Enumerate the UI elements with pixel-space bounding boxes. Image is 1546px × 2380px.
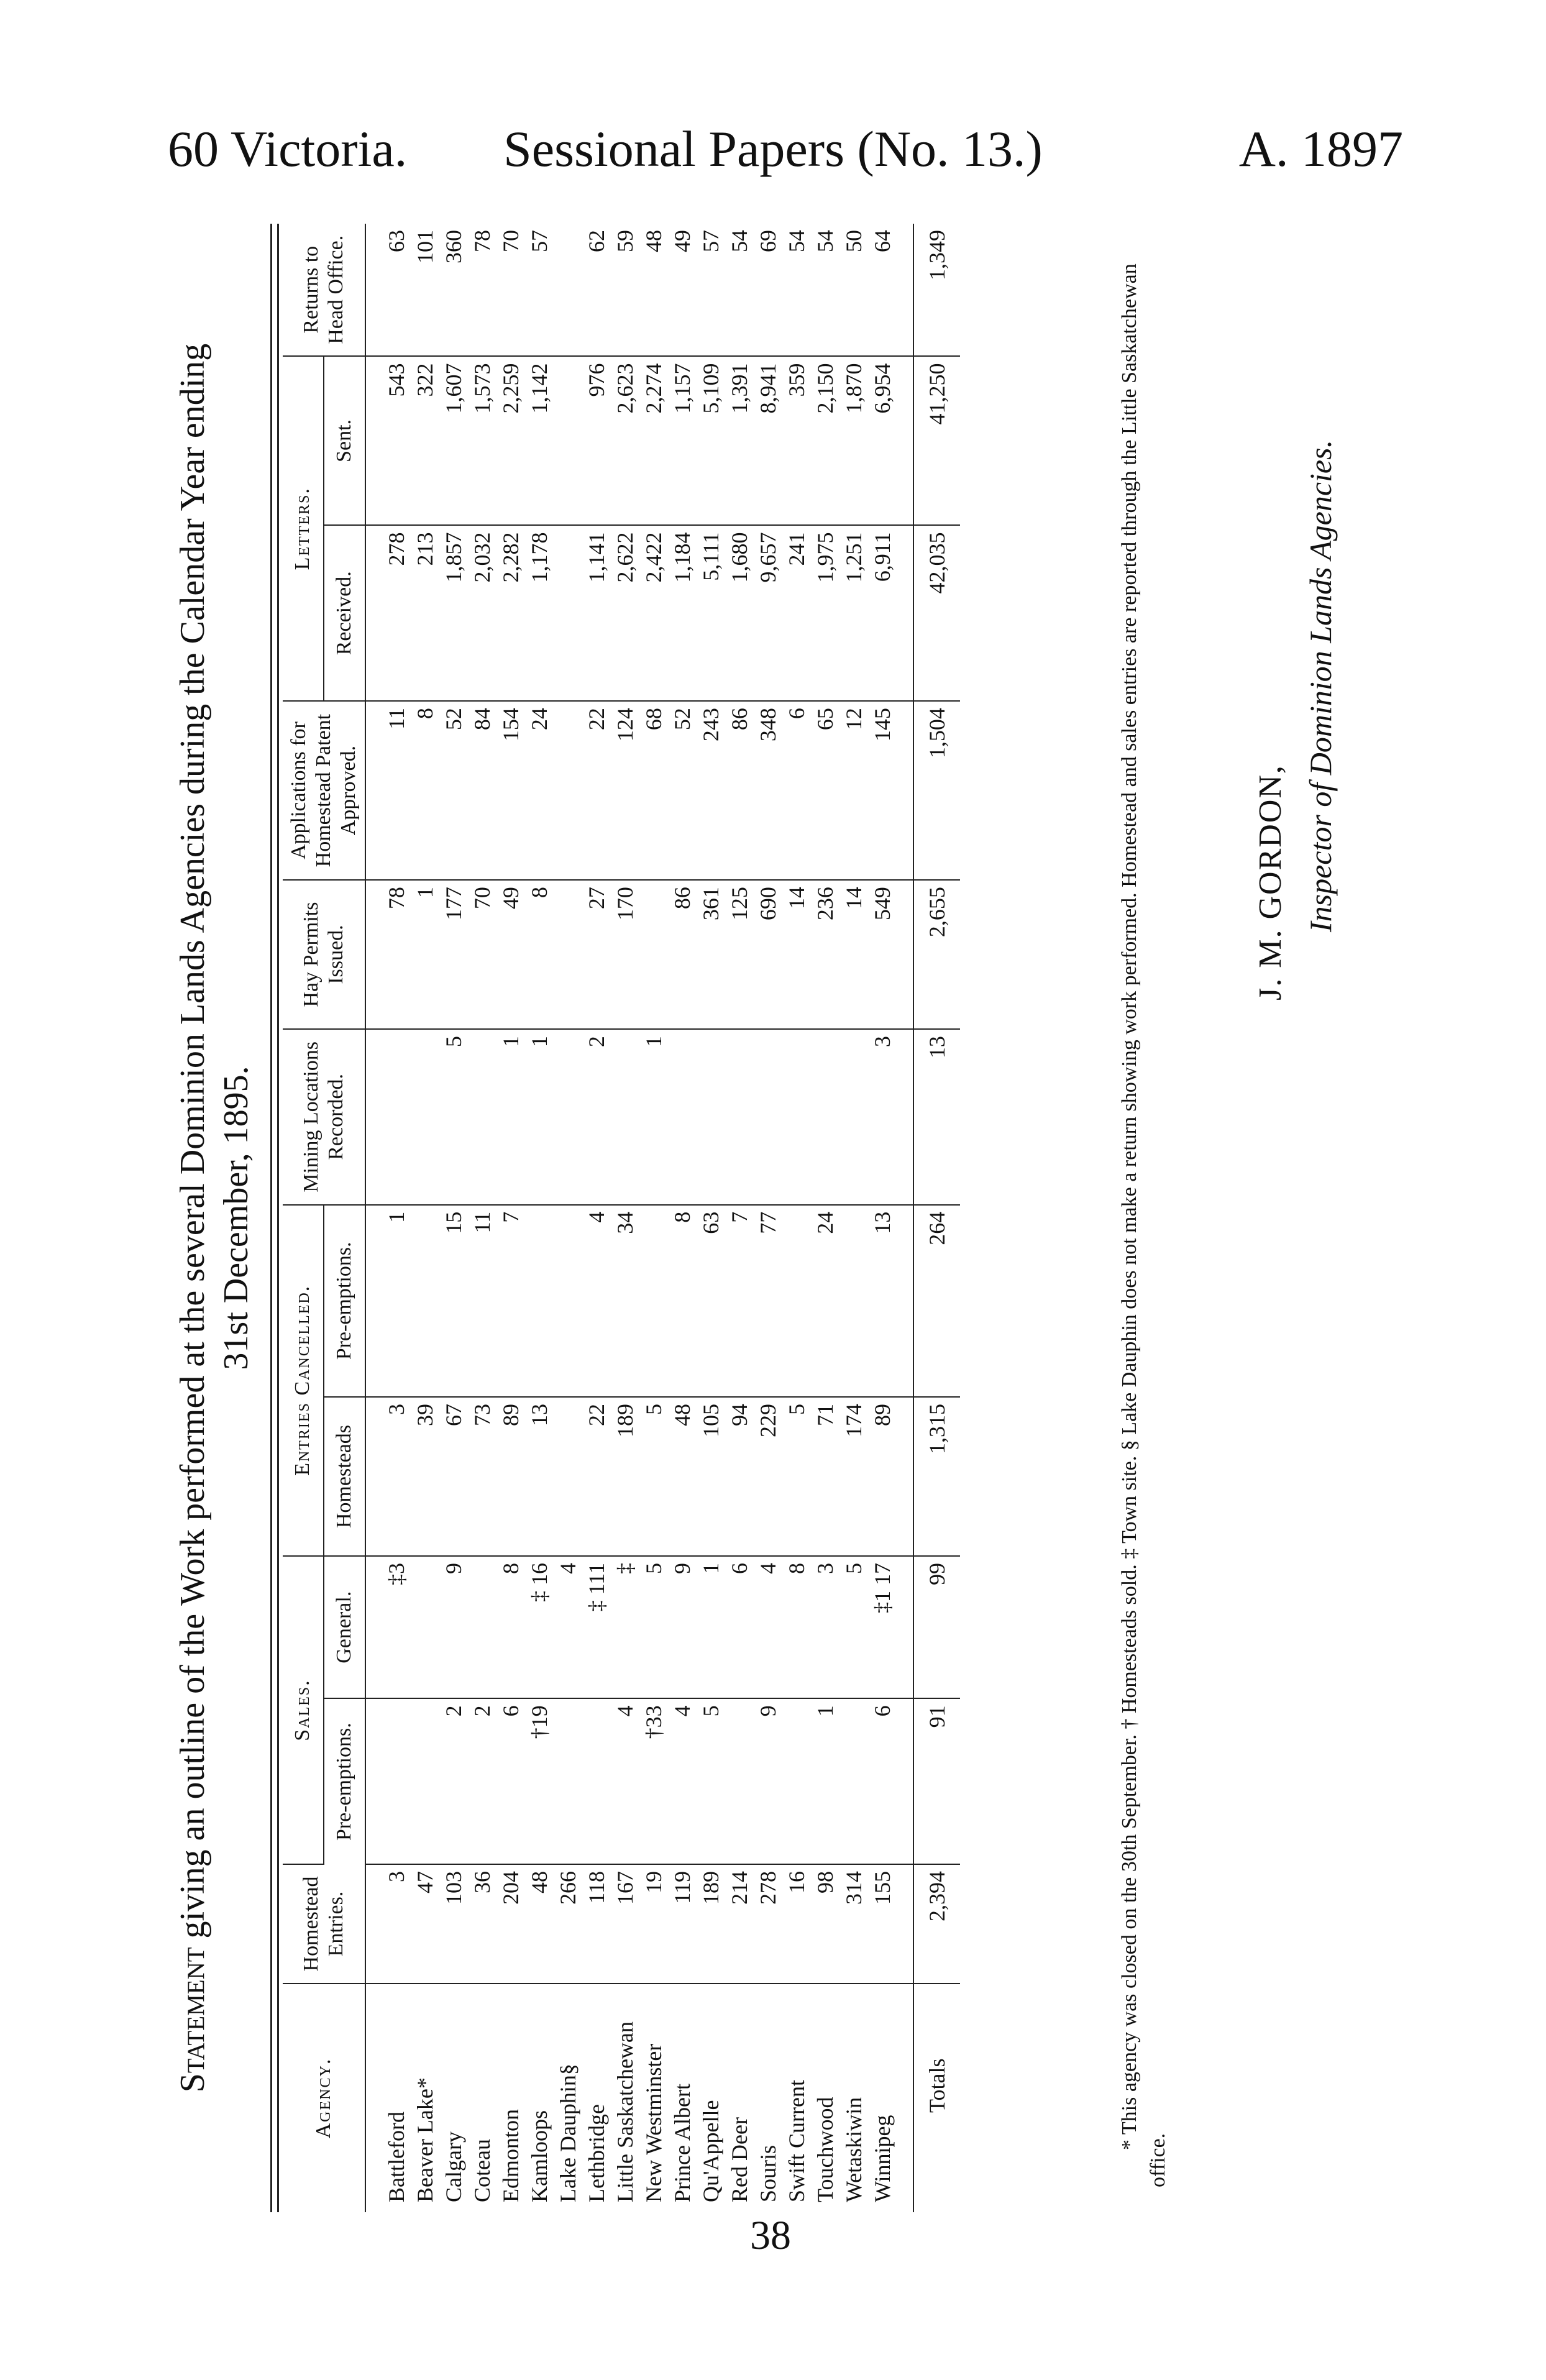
cell-canc-home: 174: [839, 1397, 868, 1556]
cell-homestead: 214: [725, 1864, 754, 1984]
cell-patent: 8: [411, 701, 439, 880]
cell-returns: [554, 224, 582, 356]
cell-mining: [697, 1029, 725, 1205]
cell-canc-pre: 15: [439, 1205, 468, 1397]
cell-returns: 50: [839, 224, 868, 356]
cell-mining: [468, 1029, 496, 1205]
cell-canc-home: 89: [868, 1397, 913, 1556]
publication-title: Sessional Papers (No. 13.): [503, 121, 1043, 177]
total-hay: 2,655: [913, 880, 960, 1029]
table-row: [639, 224, 668, 2212]
cell-agency: Lethbridge: [584, 2104, 609, 2202]
cell-received: 213: [411, 525, 439, 701]
cell-sales-gen: 8: [496, 1556, 525, 1698]
cell-sales-gen: ‡ 111: [582, 1556, 611, 1698]
cell-sales-gen: 3: [811, 1556, 839, 1698]
cell-hay: 236: [811, 880, 839, 1029]
cell-mining: [725, 1029, 754, 1205]
cell-received: 1,975: [811, 525, 839, 701]
cell-returns: 70: [496, 224, 525, 356]
col-returns: Returns to Head Office.: [283, 224, 365, 356]
cell-sales-pre: 5: [697, 1698, 725, 1864]
cell-returns: 101: [411, 224, 439, 356]
cell-hay: 86: [668, 880, 697, 1029]
cell-canc-pre: 1: [365, 1205, 411, 1397]
cell-hay: 1: [411, 880, 439, 1029]
cell-canc-home: 5: [639, 1397, 668, 1556]
cell-canc-home: 22: [582, 1397, 611, 1556]
cell-sent: [554, 356, 582, 525]
cell-patent: 154: [496, 701, 525, 880]
cell-mining: [411, 1029, 439, 1205]
cell-sent: 1,870: [839, 356, 868, 525]
cell-sent: 8,941: [754, 356, 782, 525]
cell-patent: 6: [782, 701, 811, 880]
col-cancelled-preemptions: Pre-emptions.: [324, 1205, 365, 1397]
signature-title: Inspector of Dominion Lands Agencies.: [1303, 439, 1338, 932]
cell-received: 1,184: [668, 525, 697, 701]
signature-name: J. M. GORDON,: [1253, 764, 1288, 1000]
col-sales-preemptions: Pre-emptions.: [324, 1698, 365, 1864]
cell-sent: 359: [782, 356, 811, 525]
cell-mining: 3: [868, 1029, 913, 1205]
cell-sales-gen: ‡: [611, 1556, 639, 1698]
cell-homestead: 278: [754, 1864, 782, 1984]
cell-patent: 84: [468, 701, 496, 880]
cell-received: 1,680: [725, 525, 754, 701]
cell-returns: 48: [639, 224, 668, 356]
cell-mining: 1: [496, 1029, 525, 1205]
cell-canc-home: 13: [525, 1397, 554, 1556]
col-cancelled-homesteads: Homesteads: [324, 1397, 365, 1556]
col-letters-sent: Sent.: [324, 356, 365, 525]
table-body: [365, 224, 960, 2212]
cell-canc-home: 105: [697, 1397, 725, 1556]
cell-sales-gen: 4: [554, 1556, 582, 1698]
table-row: [697, 224, 725, 2212]
cell-returns: 59: [611, 224, 639, 356]
cell-agency: Prince Albert: [670, 2084, 695, 2202]
cell-sales-pre: [582, 1698, 611, 1864]
cell-agency: Wetaskiwin: [841, 2097, 866, 2202]
cell-hay: 170: [611, 880, 639, 1029]
cell-mining: [839, 1029, 868, 1205]
cell-sales-pre: 2: [468, 1698, 496, 1864]
page-header: [0, 112, 1546, 186]
total-returns: 1,349: [913, 224, 960, 356]
cell-sales-pre: [365, 1698, 411, 1864]
cell-sent: 1,157: [668, 356, 697, 525]
cell-received: [554, 525, 582, 701]
cell-agency: New Westminster: [641, 2043, 666, 2202]
cell-canc-pre: 34: [611, 1205, 639, 1397]
cell-sales-gen: ‡3: [365, 1556, 411, 1698]
cell-received: 9,657: [754, 525, 782, 701]
cell-returns: 54: [782, 224, 811, 356]
cell-homestead: 118: [582, 1864, 611, 1984]
cell-sales-pre: †19: [525, 1698, 554, 1864]
table-row: [411, 224, 439, 2212]
total-received: 42,035: [913, 525, 960, 701]
cell-canc-home: [554, 1397, 582, 1556]
cell-homestead: 167: [611, 1864, 639, 1984]
agency-work-table: [283, 224, 960, 2212]
statement-title: [171, 224, 258, 2212]
cell-returns: 49: [668, 224, 697, 356]
cell-patent: 22: [582, 701, 611, 880]
cell-sales-pre: 4: [668, 1698, 697, 1864]
cell-sales-gen: 8: [782, 1556, 811, 1698]
year-label: A. 1897: [1238, 121, 1403, 177]
cell-canc-pre: [782, 1205, 811, 1397]
table-row: [868, 224, 913, 2212]
cell-agency: Beaver Lake*: [413, 2077, 437, 2202]
cell-agency: Coteau: [470, 2139, 495, 2202]
cell-sales-gen: ‡1 17: [868, 1556, 913, 1698]
cell-hay: 690: [754, 880, 782, 1029]
cell-agency: Red Deer: [727, 2117, 752, 2202]
cell-sales-pre: †33: [639, 1698, 668, 1864]
top-rule: [270, 224, 279, 2212]
cell-mining: 1: [525, 1029, 554, 1205]
cell-mining: 5: [439, 1029, 468, 1205]
cell-agency: Battleford: [384, 2112, 409, 2202]
cell-received: 241: [782, 525, 811, 701]
cell-agency: Kamloops: [527, 2110, 552, 2202]
cell-received: 2,282: [496, 525, 525, 701]
cell-sales-gen: 1: [697, 1556, 725, 1698]
cell-canc-home: 48: [668, 1397, 697, 1556]
table-row: [754, 224, 782, 2212]
cell-canc-pre: [411, 1205, 439, 1397]
col-homestead-entries: Homestead Entries.: [283, 1864, 365, 1984]
cell-agency: Edmonton: [498, 2109, 523, 2202]
cell-hay: [554, 880, 582, 1029]
cell-patent: 65: [811, 701, 839, 880]
cell-patent: 86: [725, 701, 754, 880]
cell-received: 2,032: [468, 525, 496, 701]
cell-hay: 549: [868, 880, 913, 1029]
cell-canc-home: 5: [782, 1397, 811, 1556]
cell-agency: Calgary: [441, 2131, 466, 2202]
cell-received: 6,911: [868, 525, 913, 701]
cell-canc-pre: [639, 1205, 668, 1397]
cell-sent: 2,150: [811, 356, 839, 525]
cell-canc-home: 94: [725, 1397, 754, 1556]
cell-homestead: 314: [839, 1864, 868, 1984]
cell-canc-pre: 8: [668, 1205, 697, 1397]
cell-returns: 78: [468, 224, 496, 356]
cell-canc-pre: [554, 1205, 582, 1397]
cell-homestead: 155: [868, 1864, 913, 1984]
cell-agency: Touchwood: [813, 2097, 838, 2202]
cell-sent: 1,142: [525, 356, 554, 525]
cell-sales-pre: [839, 1698, 868, 1864]
cell-canc-home: 71: [811, 1397, 839, 1556]
cell-patent: 24: [525, 701, 554, 880]
cell-canc-home: 73: [468, 1397, 496, 1556]
total-canc-pre: 264: [913, 1205, 960, 1397]
total-sales-gen: 99: [913, 1556, 960, 1698]
cell-sent: 1,607: [439, 356, 468, 525]
table-row: [554, 224, 582, 2212]
cell-canc-pre: 77: [754, 1205, 782, 1397]
table-row: [782, 224, 811, 2212]
cell-agency: Little Saskatchewan: [613, 2021, 638, 2202]
total-homestead: 2,394: [913, 1864, 960, 1984]
cell-hay: 14: [782, 880, 811, 1029]
cell-sales-gen: ‡ 16: [525, 1556, 554, 1698]
cell-mining: 1: [639, 1029, 668, 1205]
cell-canc-pre: 13: [868, 1205, 913, 1397]
cell-received: 2,622: [611, 525, 639, 701]
cell-agency: Souris: [756, 2144, 780, 2202]
cell-mining: [811, 1029, 839, 1205]
cell-homestead: 266: [554, 1864, 582, 1984]
cell-canc-pre: 24: [811, 1205, 839, 1397]
table-row: [582, 224, 611, 2212]
cell-returns: 62: [582, 224, 611, 356]
cell-sales-pre: 6: [496, 1698, 525, 1864]
page-number: 38: [750, 2213, 791, 2258]
cell-returns: 69: [754, 224, 782, 356]
cell-homestead: 48: [525, 1864, 554, 1984]
table-row: [439, 224, 468, 2212]
col-hay: Hay Permits Issued.: [283, 880, 365, 1029]
cell-homestead: 98: [811, 1864, 839, 1984]
totals-row: [913, 224, 960, 2212]
total-mining: 13: [913, 1029, 960, 1205]
total-sales-pre: 91: [913, 1698, 960, 1864]
cell-agency: Lake Dauphin§: [556, 2064, 580, 2202]
cell-patent: 348: [754, 701, 782, 880]
cell-sales-gen: 9: [439, 1556, 468, 1698]
cell-canc-pre: 63: [697, 1205, 725, 1397]
cell-mining: [611, 1029, 639, 1205]
cell-mining: [782, 1029, 811, 1205]
cell-sales-pre: [411, 1698, 439, 1864]
cell-hay: 27: [582, 880, 611, 1029]
cell-patent: [554, 701, 582, 880]
cell-returns: 360: [439, 224, 468, 356]
cell-patent: 145: [868, 701, 913, 880]
cell-returns: 54: [811, 224, 839, 356]
cell-sent: 2,274: [639, 356, 668, 525]
cell-patent: 124: [611, 701, 639, 880]
cell-homestead: 119: [668, 1864, 697, 1984]
cell-hay: 49: [496, 880, 525, 1029]
cell-homestead: 189: [697, 1864, 725, 1984]
cell-agency: Winnipeg: [870, 2115, 895, 2202]
footnote: * This agency was closed on the 30th September. † Homesteads sold. ‡ Town site. § Lake Dauphin does not make a return showing work performed. Homestead and sales entries are reported through the Little Saskatchewan office.: [1118, 263, 1169, 2187]
cell-sales-pre: 9: [754, 1698, 782, 1864]
cell-agency: Qu'Appelle: [698, 2100, 723, 2202]
cell-homestead: 3: [365, 1864, 411, 1984]
cell-canc-pre: [839, 1205, 868, 1397]
cell-sales-pre: 2: [439, 1698, 468, 1864]
cell-homestead: 103: [439, 1864, 468, 1984]
col-letters-received: Received.: [324, 525, 365, 701]
cell-sent: 543: [365, 356, 411, 525]
total-sent: 41,250: [913, 356, 960, 525]
cell-sales-gen: [468, 1556, 496, 1698]
col-letters: Letters.: [283, 356, 324, 701]
col-mining: Mining Locations Recorded.: [283, 1029, 365, 1205]
cell-received: 2,422: [639, 525, 668, 701]
cell-sales-pre: [554, 1698, 582, 1864]
cell-canc-pre: 7: [725, 1205, 754, 1397]
cell-hay: [639, 880, 668, 1029]
session-label: 60 Victoria.: [168, 121, 408, 177]
table-row: [496, 224, 525, 2212]
cell-returns: 57: [525, 224, 554, 356]
cell-hay: 14: [839, 880, 868, 1029]
cell-sales-pre: 1: [811, 1698, 839, 1864]
cell-patent: 12: [839, 701, 868, 880]
cell-hay: 361: [697, 880, 725, 1029]
table-row: [811, 224, 839, 2212]
cell-sales-gen: 5: [839, 1556, 868, 1698]
cell-canc-pre: 7: [496, 1205, 525, 1397]
table-row: [725, 224, 754, 2212]
col-agency: Agency.: [283, 1984, 365, 2212]
total-patent: 1,504: [913, 701, 960, 880]
cell-received: 1,178: [525, 525, 554, 701]
cell-hay: 78: [365, 880, 411, 1029]
cell-canc-pre: [525, 1205, 554, 1397]
cell-sales-pre: 6: [868, 1698, 913, 1864]
cell-received: 278: [365, 525, 411, 701]
cell-canc-home: 89: [496, 1397, 525, 1556]
cell-sales-gen: 9: [668, 1556, 697, 1698]
cell-sales-gen: [411, 1556, 439, 1698]
table-row: [365, 224, 411, 2212]
table-row: [525, 224, 554, 2212]
cell-sales-pre: [725, 1698, 754, 1864]
cell-canc-home: 229: [754, 1397, 782, 1556]
title-lead: Statement: [173, 1947, 212, 2093]
cell-homestead: 204: [496, 1864, 525, 1984]
cell-patent: 68: [639, 701, 668, 880]
cell-sent: 2,623: [611, 356, 639, 525]
cell-canc-pre: 11: [468, 1205, 496, 1397]
cell-sent: 976: [582, 356, 611, 525]
cell-sales-gen: 6: [725, 1556, 754, 1698]
cell-mining: [754, 1029, 782, 1205]
cell-patent: 52: [439, 701, 468, 880]
cell-hay: 70: [468, 880, 496, 1029]
cell-sales-gen: 4: [754, 1556, 782, 1698]
col-sales-general: General.: [324, 1556, 365, 1698]
table-row: [611, 224, 639, 2212]
cell-returns: 64: [868, 224, 913, 356]
cell-canc-pre: 4: [582, 1205, 611, 1397]
cell-canc-home: 189: [611, 1397, 639, 1556]
title-line-1: giving an outline of the Work performed at the several Dominion Lands Agencies during the Calendar Year ending: [173, 343, 212, 1939]
total-canc-home: 1,315: [913, 1397, 960, 1556]
cell-canc-home: 3: [365, 1397, 411, 1556]
rotated-statement: [158, 224, 1414, 2212]
table-row: [839, 224, 868, 2212]
cell-sales-gen: 5: [639, 1556, 668, 1698]
cell-canc-home: 67: [439, 1397, 468, 1556]
cell-sent: 1,391: [725, 356, 754, 525]
cell-sent: 2,259: [496, 356, 525, 525]
total-agency: Totals: [913, 1984, 960, 2212]
cell-homestead: 16: [782, 1864, 811, 1984]
cell-agency: Swift Current: [784, 2080, 809, 2202]
table-row: [468, 224, 496, 2212]
cell-received: 5,111: [697, 525, 725, 701]
cell-hay: 8: [525, 880, 554, 1029]
cell-homestead: 47: [411, 1864, 439, 1984]
cell-received: 1,857: [439, 525, 468, 701]
cell-canc-home: 39: [411, 1397, 439, 1556]
cell-mining: [668, 1029, 697, 1205]
cell-returns: 54: [725, 224, 754, 356]
cell-received: 1,251: [839, 525, 868, 701]
col-entries-cancelled: Entries Cancelled.: [283, 1205, 324, 1556]
cell-patent: 11: [365, 701, 411, 880]
cell-hay: 125: [725, 880, 754, 1029]
cell-homestead: 36: [468, 1864, 496, 1984]
cell-sent: 6,954: [868, 356, 913, 525]
cell-sales-pre: 4: [611, 1698, 639, 1864]
cell-hay: 177: [439, 880, 468, 1029]
cell-patent: 243: [697, 701, 725, 880]
cell-patent: 52: [668, 701, 697, 880]
cell-received: 1,141: [582, 525, 611, 701]
cell-homestead: 19: [639, 1864, 668, 1984]
col-patent: Applications for Homestead Patent Approved.: [283, 701, 365, 880]
cell-returns: 57: [697, 224, 725, 356]
cell-sent: 5,109: [697, 356, 725, 525]
cell-mining: [554, 1029, 582, 1205]
cell-mining: 2: [582, 1029, 611, 1205]
cell-sent: 1,573: [468, 356, 496, 525]
table-row: [668, 224, 697, 2212]
col-sales: Sales.: [283, 1556, 324, 1864]
cell-sales-pre: [782, 1698, 811, 1864]
title-line-2: 31st December, 1895.: [217, 1066, 255, 1370]
cell-sent: 322: [411, 356, 439, 525]
cell-returns: 63: [365, 224, 411, 356]
cell-mining: [365, 1029, 411, 1205]
